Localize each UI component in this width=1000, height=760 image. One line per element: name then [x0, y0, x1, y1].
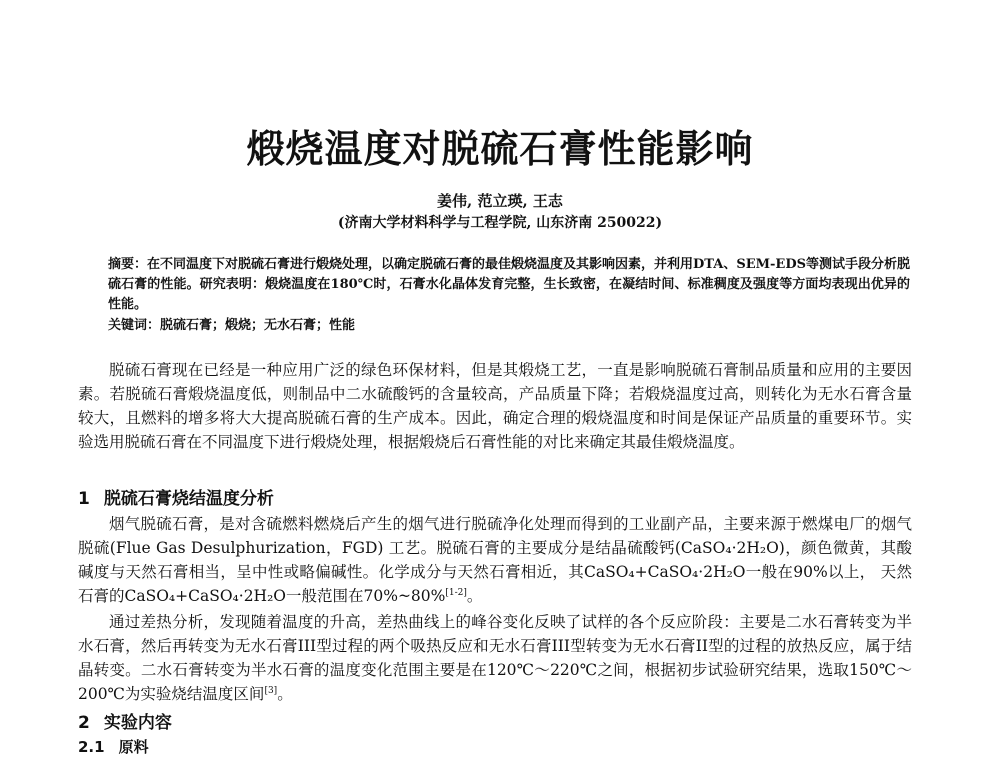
section-1-paragraph-2-text: 通过差热分析，发现随着温度的升高，差热曲线上的峰谷变化反映了试样的各个反应阶段：主要是二水石膏转变为半水石膏，然后再转变为无水石膏III型过程的两个吸热反应和无水石膏III型转变为无水石膏II型的过程的放热反应，属于结晶转变。二水石膏转变为半水石膏的温度变化范围主要是在120℃～220℃之间，根据初步试验研究结果，选取150℃～200℃为实验烧结温度区间 — [78, 613, 912, 703]
section-2-heading — [78, 708, 172, 733]
section-1-paragraph-1-end: 。 — [466, 587, 483, 605]
citation-3: [3] — [264, 685, 278, 696]
section-2-1-title: 原料 — [118, 738, 149, 756]
paper-title: 煅烧温度对脱硫石膏性能影响 — [246, 127, 754, 171]
section-2-1-number: 2.1 — [78, 738, 105, 756]
affiliation: (济南大学材料科学与工程学院, 山东济南 250022) — [337, 215, 663, 231]
abstract-label: 摘要： — [108, 257, 148, 272]
citation-1-2: [1-2] — [445, 587, 467, 598]
section-1-paragraph-2 — [78, 610, 912, 706]
keywords — [108, 316, 910, 336]
section-1-number: 1 — [78, 489, 90, 509]
section-2-number: 2 — [78, 713, 90, 733]
abstract-text: 在不同温度下对脱硫石膏进行煅烧处理，以确定脱硫石膏的最佳煅烧温度及其影响因素，并利用DTA、SEM-EDS等测试手段分析脱硫石膏的性能。研究表明：煅烧温度在180℃时，石膏水化晶体发育完整，生长致密，在凝结时间、标准稠度及强度等方面均表现出优异的性能。 — [108, 257, 910, 312]
keywords-label: 关键词： — [108, 318, 161, 333]
section-2-1-heading — [78, 736, 149, 757]
section-1-paragraph-1-text: 烟气脱硫石膏，是对含硫燃料燃烧后产生的烟气进行脱硫净化处理而得到的工业副产品，主要来源于燃煤电厂的烟气脱硫(Flue Gas Desulphurization，FGD) 工艺。脱硫石膏的主要成分是结晶硫酸钙(CaSO₄·2H₂O)，颜色微黄，其酸碱度与天然石膏相当，呈中性或略偏碱性。化学成分与天然石膏相近，其CaSO₄+CaSO₄·2H₂O一般在90%以上， 天然石膏的CaSO₄+CaSO₄·2H₂O一般范围在70%~80% — [78, 515, 912, 605]
keywords-text: 脱硫石膏；煅烧；无水石膏；性能 — [160, 318, 356, 333]
section-1-paragraph-2-end: 。 — [277, 685, 293, 703]
section-1-paragraph-1 — [78, 512, 912, 608]
author-list: 姜伟, 范立瑛, 王志 — [437, 192, 563, 210]
intro-paragraph: 脱硫石膏现在已经是一种应用广泛的绿色环保材料，但是其煅烧工艺，一直是影响脱硫石膏制品质量和应用的主要因素。若脱硫石膏煅烧温度低，则制品中二水硫酸钙的含量较高，产品质量下降；若煅烧温度过高，则转化为无水石膏含量较大，且燃料的增多将大大提高脱硫石膏的生产成本。因此，确定合理的煅烧温度和时间是保证产品质量的重要环节。实验选用脱硫石膏在不同温度下进行煅烧处理，根据煅烧后石膏性能的对比来确定其最佳煅烧温度。 — [78, 361, 912, 451]
abstract — [108, 255, 910, 315]
section-2-title: 实验内容 — [103, 713, 172, 733]
section-1-heading — [78, 484, 274, 509]
section-1-title: 脱硫石膏烧结温度分析 — [103, 489, 274, 509]
